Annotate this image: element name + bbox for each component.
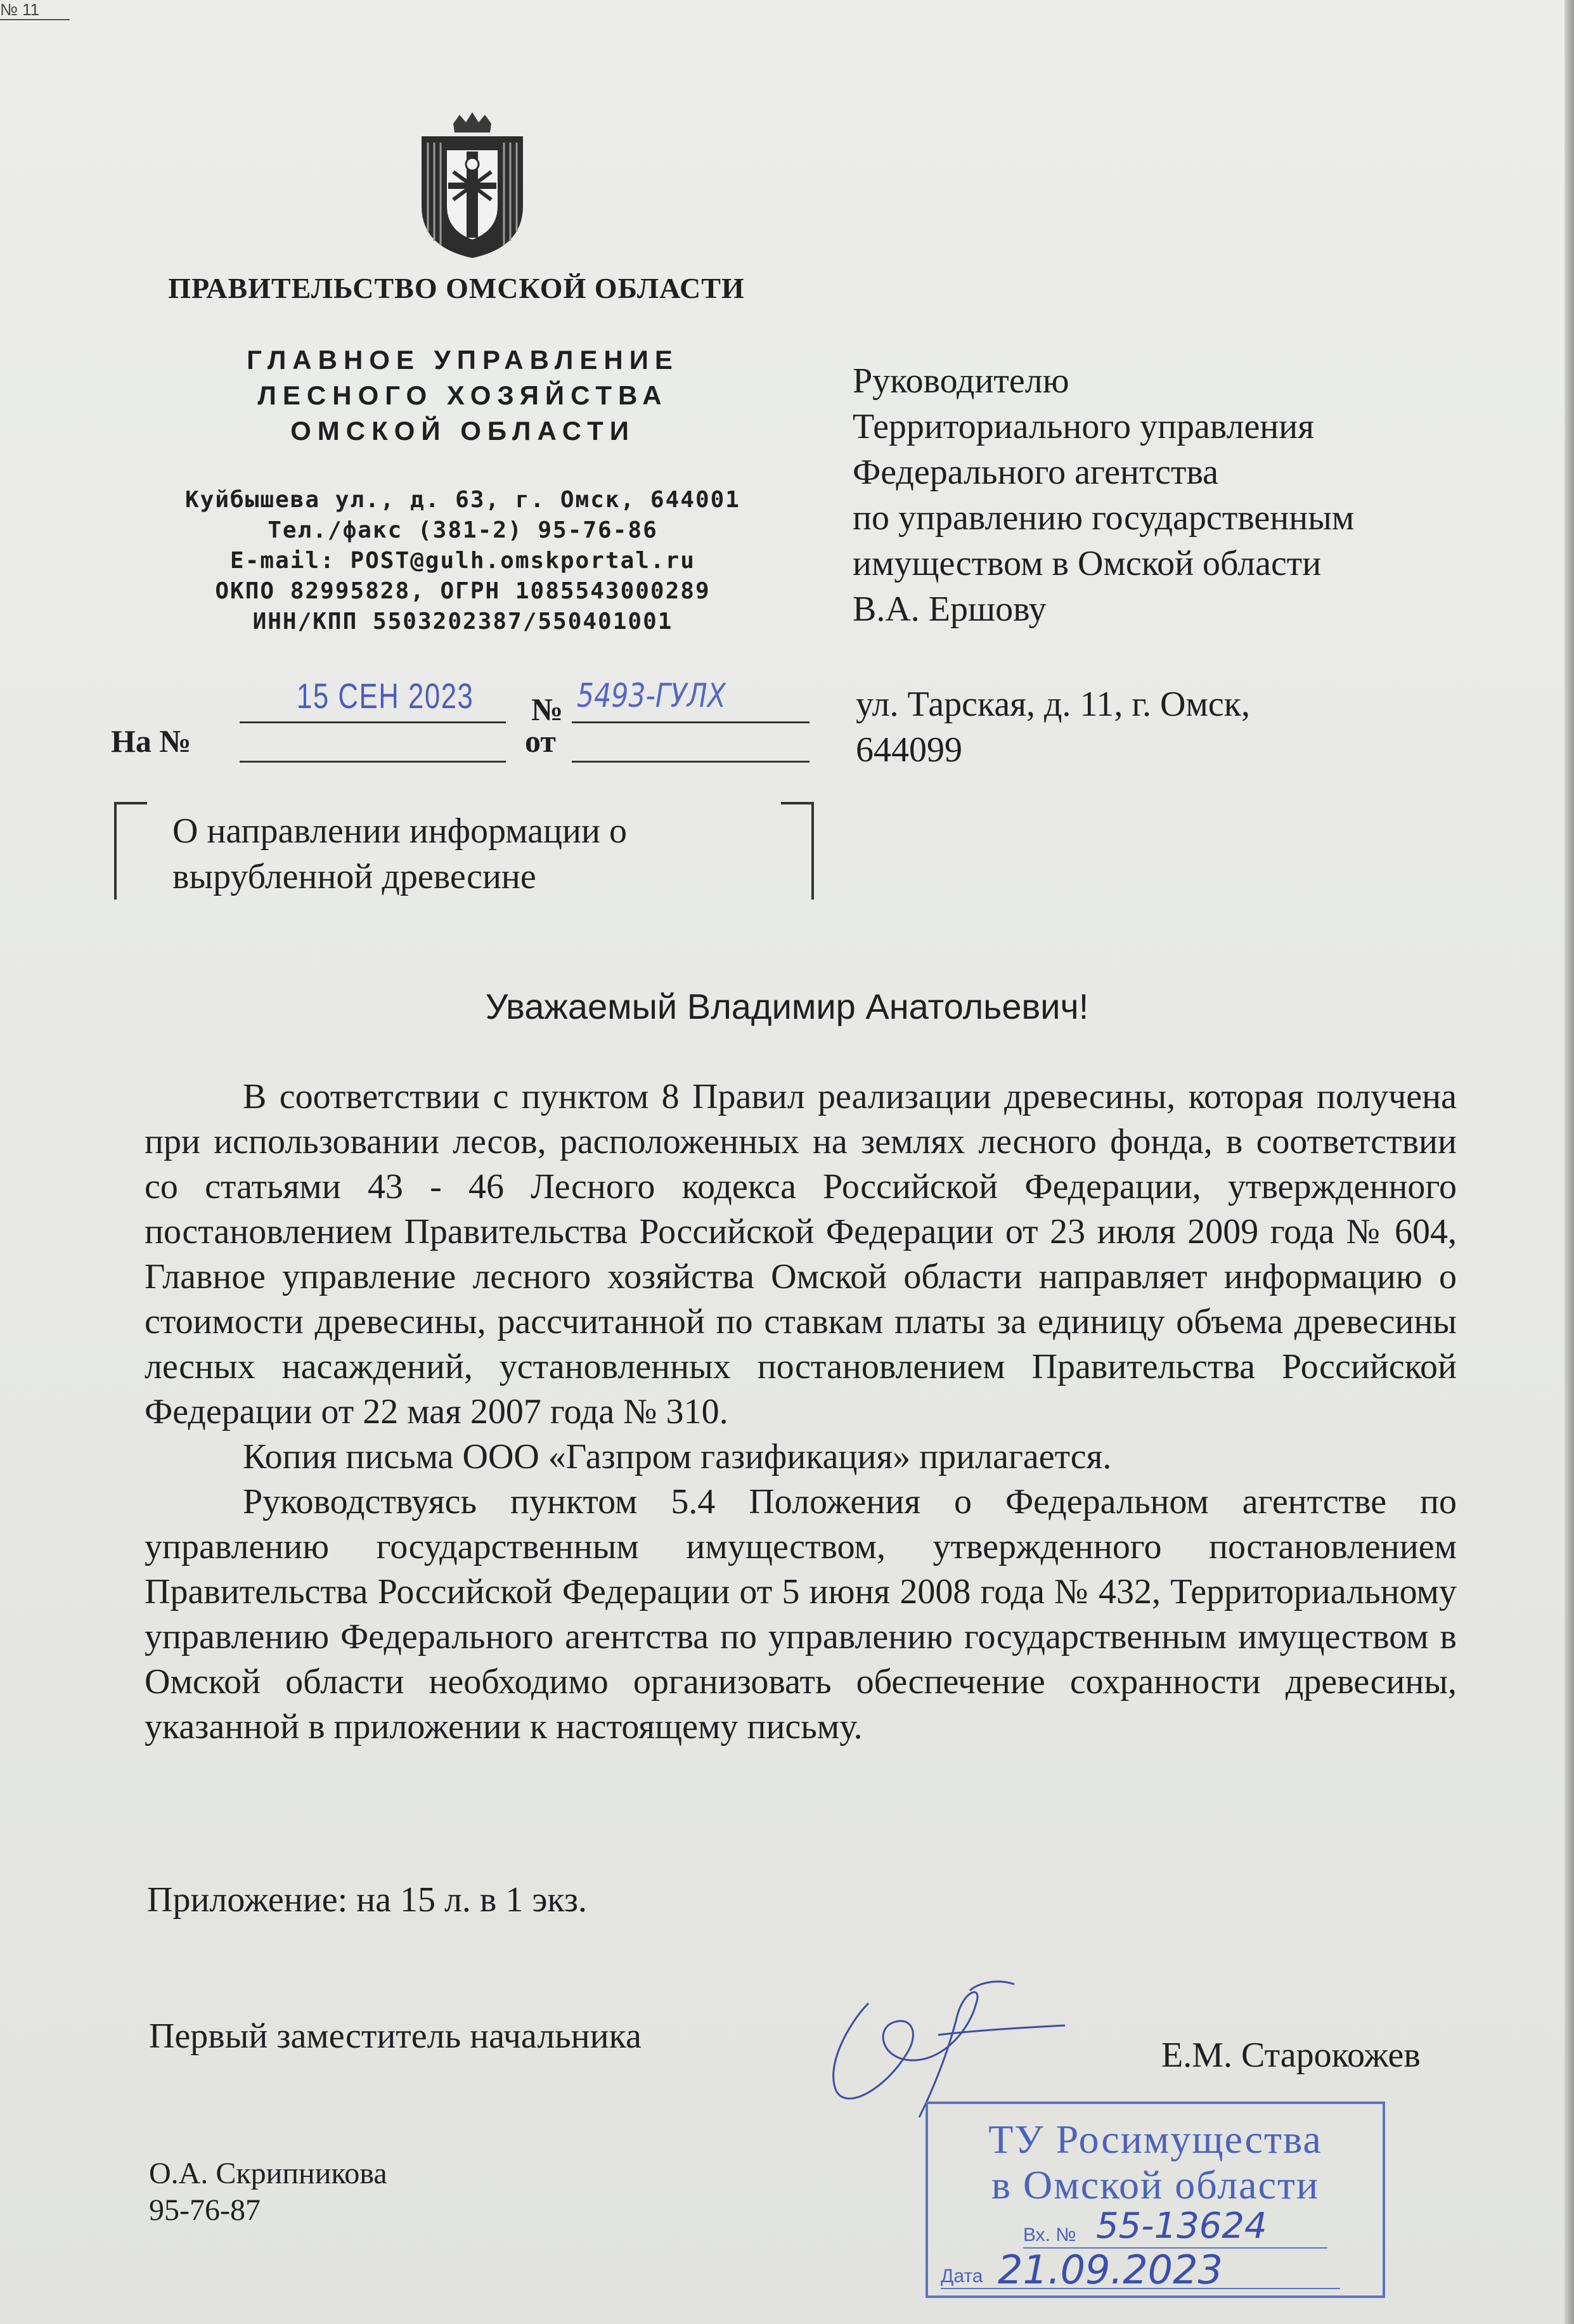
performer-phone: 95-76-87: [149, 2193, 261, 2227]
in-reply-date-label: от: [525, 723, 556, 759]
addressee-line-3: Федерального агентства: [853, 453, 1219, 492]
subject-line-2: вырубленной древесине: [172, 857, 536, 896]
body-paragraph-2: Копия письма ООО «Газпром газификация» прилагается.: [243, 1437, 1112, 1476]
body-paragraph-3: Руководствуясь пунктом 5.4 Положения о Федеральном агентстве по управлению государственным имуществом, утвержденного постановлением Правительства Российской Федерации от 5 июня 2008 года № 432, Территориальному управлению Федерального агентства по управлению государственным имуществом в Омской области необходимо организовать обеспечение сохранности древесины, указанной в приложении к настоящему письму.: [145, 1482, 1457, 1746]
outgoing-number-label: №: [531, 692, 564, 727]
contact-email: E-mail: POST@gulh.omskportal.ru: [230, 548, 695, 574]
omsk-coat-of-arms-emblem: [409, 111, 536, 263]
government-title: ПРАВИТЕЛЬСТВО ОМСКОЙ ОБЛАСТИ: [168, 272, 745, 304]
agency-line-2: ЛЕСНОГО ХОЗЯЙСТВА: [257, 380, 668, 410]
agency-line-1: ГЛАВНОЕ УПРАВЛЕНИЕ: [247, 345, 679, 375]
stamp-date-value: 21.09.2023: [998, 2247, 1223, 2293]
letter-body: [145, 1075, 1457, 1750]
contact-phone: Тел./факс (381-2) 95-76-86: [268, 517, 658, 543]
stamp-org-line-2: в Омской области: [991, 2162, 1320, 2207]
outgoing-number-value: 5493-ГУЛХ: [577, 677, 726, 715]
agency-line-3: ОМСКОЙ ОБЛАСТИ: [290, 416, 635, 446]
subject-bracket-right: [781, 802, 814, 900]
letter-subject: [172, 808, 781, 900]
subject-bracket-left: [114, 802, 147, 900]
contact-okpo: ОКПО 82995828, ОГРН 1085543000289: [215, 578, 711, 604]
agency-name: [190, 342, 735, 449]
contact-address: Куйбышева ул., д. 63, г. Омск, 644001: [185, 487, 740, 513]
addressee-line-1: Руководителю: [853, 361, 1069, 401]
subject-line-1: О направлении информации о: [172, 811, 627, 851]
in-reply-date-line: [572, 724, 810, 763]
address-line-2: 644099: [856, 730, 962, 770]
addressee-address: [856, 681, 1528, 773]
signer-name: Е.М. Старокожев: [1161, 2036, 1421, 2075]
attachment-note: Приложение: на 15 л. в 1 экз.: [147, 1880, 587, 1920]
performer-name: О.А. Скрипникова: [149, 2157, 387, 2190]
addressee-block: [853, 358, 1537, 632]
addressee-line-4: по управлению государственным: [853, 498, 1355, 538]
stamp-date-rule: [941, 2288, 1340, 2289]
signer-title: Первый заместитель начальника: [149, 2017, 642, 2056]
salutation: Уважаемый Владимир Анатольевич!: [485, 986, 1089, 1026]
contact-inn: ИНН/КПП 5503202387/550401001: [252, 609, 673, 635]
stamp-org-line-1: ТУ Росимущества: [988, 2117, 1322, 2162]
agency-contacts: [127, 485, 799, 637]
corner-page-number: № 11: [0, 0, 40, 19]
addressee-line-5: имуществом в Омской области: [853, 544, 1322, 583]
outgoing-date-stamp: 15 СЕН 2023: [297, 676, 474, 716]
addressee-line-6: В.А. Ершову: [853, 590, 1047, 629]
incoming-registration-stamp: [926, 2101, 1385, 2298]
stamp-incoming-number: 55-13624: [1096, 2205, 1267, 2247]
in-reply-to-line: [240, 724, 506, 763]
body-paragraph-1: В соответствии с пунктом 8 Правил реализации древесины, которая получена при использовании лесов, расположенных на землях лесного фонда, в соответствии со статьями 43 - 46 Лесного кодекса Российской Федерации, утвержденного постановлением Правительства Российской Федерации от 23 июля 2009 года № 604, Главное управление лесного хозяйства Омской области направляет информацию о стоимости древесины, рассчитанной по ставкам платы за единицу объема древесины лесных насаждений, установленных постановлением Правительства Российской Федерации от 22 мая 2007 года № 310.: [145, 1077, 1457, 1431]
addressee-line-2: Территориального управления: [853, 407, 1314, 446]
corner-rule: [0, 19, 70, 20]
performer-block: [149, 2155, 387, 2229]
stamp-date-label: Дата: [941, 2266, 983, 2287]
stamp-organization: [928, 2117, 1383, 2208]
stamp-incoming-label: Вх. №: [1023, 2224, 1076, 2245]
address-line-1: ул. Тарская, д. 11, г. Омск,: [856, 685, 1250, 724]
in-reply-to-label: На №: [111, 723, 191, 759]
page-edge-shadow: [1564, 0, 1574, 2324]
